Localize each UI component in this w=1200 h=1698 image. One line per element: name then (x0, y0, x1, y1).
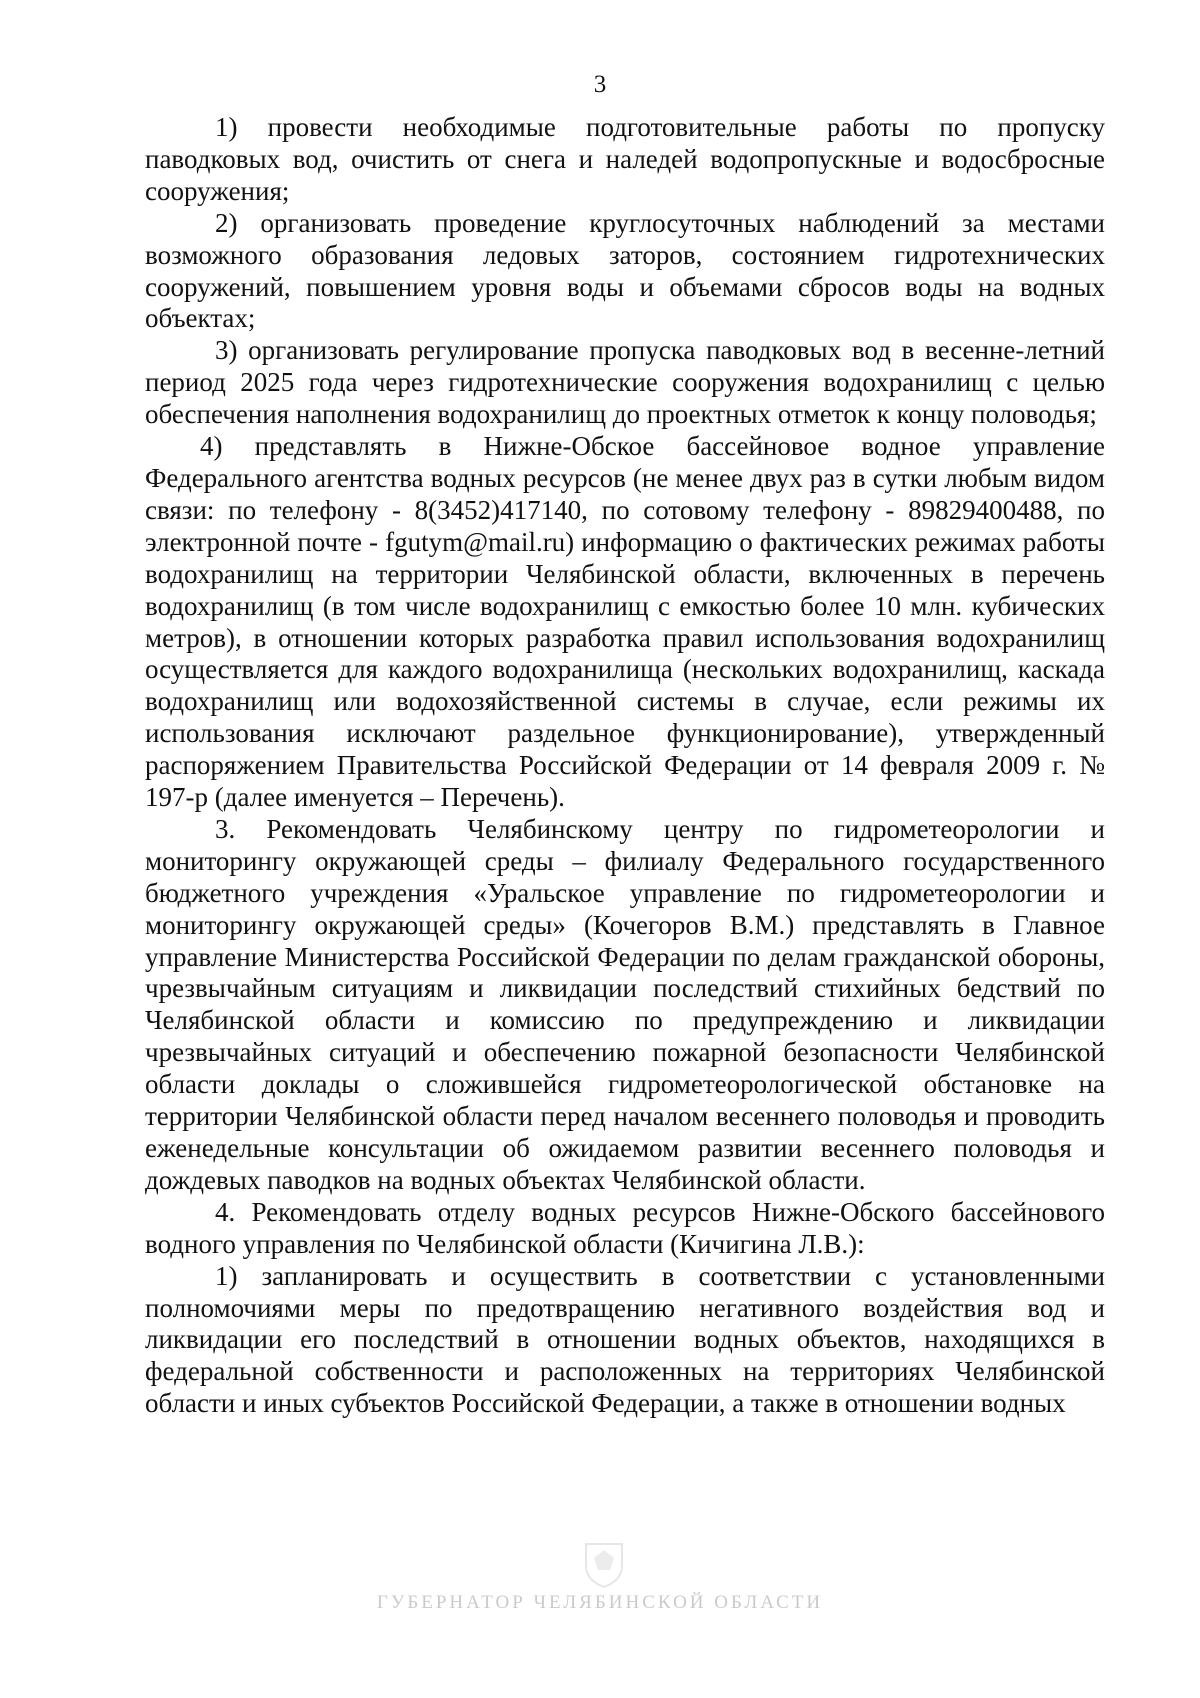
paragraph-item-1: 1) провести необходимые подготовительные работы по пропуску паводковых вод, очистить от снега и наледей водопропускные и водосбросные сооружения; (145, 112, 1105, 206)
watermark-text: ГУБЕРНАТОР ЧЕЛЯБИНСКОЙ ОБЛАСТИ (376, 1592, 824, 1613)
paragraph-item-4: 4) представлять в Нижне-Обское бассейновое водное управление Федерального агентства водных ресурсов (не менее двух раз в сутки любым видом связи: по телефону - 8(3452)417140, по сотовому телефону - 89829400488, по электронной почте - fgutym@mail.ru) информацию о фактических режимах работы водохранилищ на территории Челябинской области, включенных в перечень водохранилищ (в том числе водохранилищ с емкостью более 10 млн. кубических метров), в отношении которых разработка правил использования водохранилищ осуществляется для каждого водохранилища (нескольких водохранилищ, каскада водохранилищ или водохозяйственной системы в случае, если режимы их использования исключают раздельное функционирование), утвержденный распоряжением Правительства Российской Федерации от 14 февраля 2009 г. № 197-р (далее именуется – Перечень). (145, 431, 1105, 813)
page-number: 3 (593, 71, 607, 98)
paragraph-item-2: 2) организовать проведение круглосуточных наблюдений за местами возможного образования ледовых заторов, состоянием гидротехнических сооружений, повышением уровня воды и объемами сбросов воды на водных объектах; (145, 207, 1105, 334)
paragraph-section-4: 4. Рекомендовать отделу водных ресурсов Нижне-Обского бассейнового водного управления по Челябинской области (Кичигина Л.В.): (145, 1196, 1105, 1259)
coat-of-arms-icon (582, 1540, 626, 1588)
paragraph-item-3: 3) организовать регулирование пропуска паводковых вод в весенне-летний период 2025 года через гидротехнические сооружения водохранилищ с целью обеспечения наполнения водохранилищ до проектных отметок к концу половодья; (145, 335, 1105, 430)
paragraph-section-3: 3. Рекомендовать Челябинскому центру по гидрометеорологии и мониторингу окружающей среды – филиалу Федерального государственного бюджетного учреждения «Уральское управление по гидрометеорологии и мониторингу окружающей среды» (Кочегоров В.М.) представлять в Главное управление Министерства Российской Федерации по делам гражданской обороны, чрезвычайным ситуациям и ликвидации последствий стихийных бедствий по Челябинской области и комиссию по предупреждению и ликвидации чрезвычайных ситуаций и обеспечению пожарной безопасности Челябинской области доклады о сложившейся гидрометеорологической обстановке на территории Челябинской области перед началом весеннего половодья и проводить еженедельные консультации об ожидаемом развитии весеннего половодья и дождевых паводков на водных объектах Челябинской области. (145, 813, 1105, 1195)
document-body (145, 112, 1105, 1420)
paragraph-section-4-item-1: 1) запланировать и осуществить в соответствии с установленными полномочиями меры по предотвращению негативного воздействия вод и ликвидации его последствий в отношении водных объектов, находящихся в федеральной собственности и расположенных на территориях Челябинской области и иных субъектов Российской Федерации, а также в отношении водных (145, 1260, 1105, 1419)
